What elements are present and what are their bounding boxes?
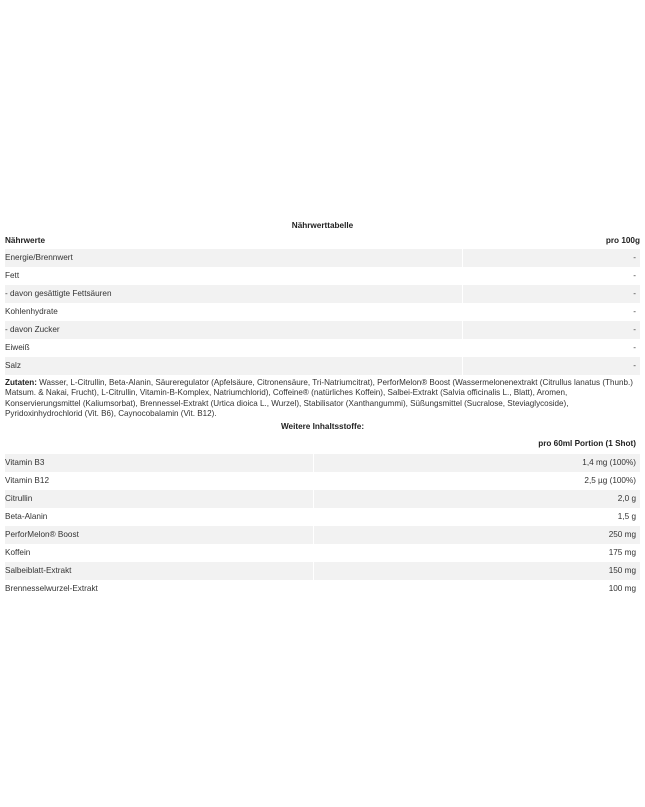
row-value: 2,5 µg (100%) (584, 476, 636, 486)
row-label: Beta-Alanin (5, 508, 314, 526)
row-value: 150 mg (608, 566, 636, 576)
table-row (5, 303, 640, 321)
table-row (5, 544, 640, 562)
nutrition-table-header (5, 233, 640, 249)
row-label: Koffein (5, 544, 314, 562)
table-row (5, 508, 640, 526)
row-value: - (633, 271, 636, 280)
row-label: Energie/Brennwert (5, 249, 463, 267)
row-label: Citrullin (5, 490, 314, 508)
table-row (5, 285, 640, 303)
row-value: - (633, 343, 636, 352)
row-value: - (633, 289, 636, 298)
row-label: PerforMelon® Boost (5, 526, 314, 544)
row-value: 1,5 g (617, 512, 636, 522)
row-label: Salbeiblatt-Extrakt (5, 562, 314, 580)
table-row (5, 472, 640, 490)
row-value: 100 mg (608, 584, 636, 594)
row-label: Brennesselwurzel-Extrakt (5, 580, 314, 598)
row-value: - (633, 253, 636, 262)
table-row (5, 580, 640, 598)
row-label: Fett (5, 267, 463, 285)
ingredients-text: Wasser, L-Citrullin, Beta-Alanin, Säureregulator (Apfelsäure, Citronensäure, Tri-Natriumcitrat), PerforMelon® Boost (Wassermelonenextrakt (Citrullus lanatus (Thunb.) Matsum. & Nakai, Frucht), L-Citrullin, Vitamin-B-Komplex, Natriumchlorid), Coffeine® (natürliches Koffein), Salbei-Extrakt (Salvia officinalis L., Blatt), Aromen, Konservierungsmittel (Kaliumsorbat), Brennessel-Extrakt (Urtica dioica L., Wurzel), Stabilisator (Xanthangummi), Süßungsmittel (Sucralose, Steviaglycoside), Pyridoxinhydrochlorid (Vit. B6), Caynocobalamin (Vit. B12). (5, 378, 633, 418)
row-label: - davon Zucker (5, 321, 463, 339)
row-label: Eiweiß (5, 339, 463, 357)
row-value: 250 mg (608, 530, 636, 540)
table-row (5, 357, 640, 375)
table-row (5, 321, 640, 339)
row-label: Kohlenhydrate (5, 303, 463, 321)
nutrition-col-name: Nährwerte (5, 236, 46, 245)
row-value: - (633, 307, 636, 316)
row-label: - davon gesättigte Fettsäuren (5, 285, 463, 303)
nutrition-document (5, 219, 640, 598)
row-value: 175 mg (608, 548, 636, 558)
table-row (5, 526, 640, 544)
table-row (5, 490, 640, 508)
row-label: Vitamin B12 (5, 472, 314, 490)
table-row (5, 249, 640, 267)
table-row (5, 454, 640, 472)
table-row (5, 339, 640, 357)
row-value: - (633, 325, 636, 334)
row-label: Vitamin B3 (5, 454, 314, 472)
nutrition-table-title: Nährwerttabelle (291, 221, 354, 230)
row-value: 1,4 mg (100%) (582, 458, 636, 468)
further-col-value: pro 60ml Portion (1 Shot) (538, 439, 636, 449)
row-value: 2,0 g (617, 494, 636, 504)
further-ingredients-title: Weitere Inhaltsstoffe: (280, 422, 365, 432)
row-value: - (633, 361, 636, 370)
ingredients-label: Zutaten: (5, 378, 37, 387)
table-row (5, 267, 640, 285)
row-label: Salz (5, 357, 463, 375)
ingredients-paragraph (5, 378, 640, 419)
nutrition-col-value: pro 100g (605, 236, 640, 245)
table-row (5, 562, 640, 580)
